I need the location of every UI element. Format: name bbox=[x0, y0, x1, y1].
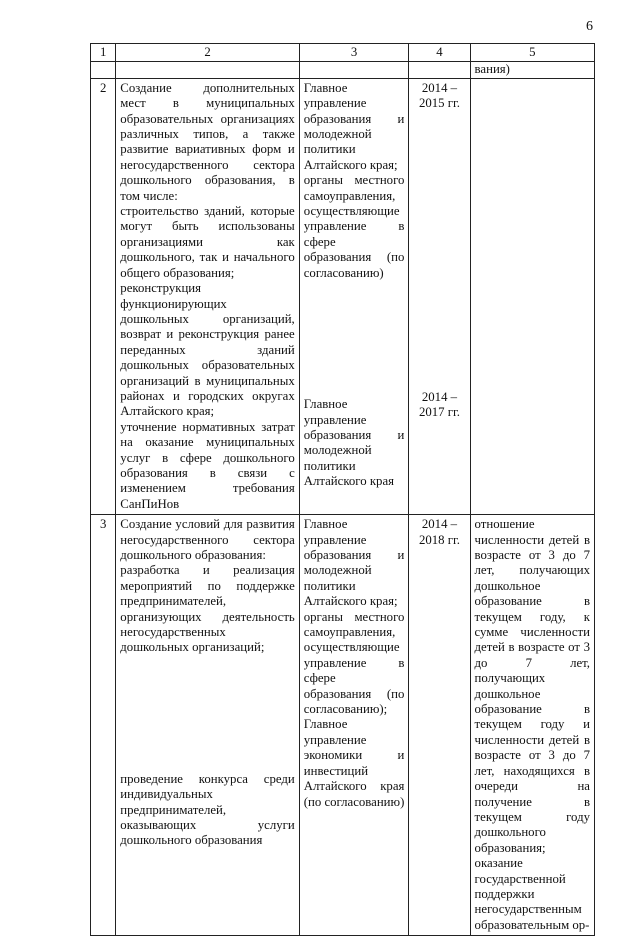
executor-text: Главное управление экономики и инвестиций Алтайского края (по согласованию) bbox=[303, 717, 405, 809]
measure-text: Создание условий для развития негосударственного сектора дошкольного образования: bbox=[120, 517, 295, 562]
measure-text: реконструкция функционирующих дошкольных организаций, возврат и реконструкция ранее переданных зданий дошкольных образовательных организаций в муниципальных районах и городских округах Алтайского края; bbox=[120, 281, 295, 419]
executor-text: Главное управление образования и молодежной политики Алтайского края; bbox=[303, 80, 405, 172]
executor-text: Главное управление образования и молодежной политики Алтайского края bbox=[303, 397, 405, 489]
measure-text: строительство зданий, которые могут быть использованы организациями как дошкольного, так и начального общего образования; bbox=[120, 204, 295, 280]
row-number: 2 bbox=[91, 78, 116, 514]
measures-table bbox=[90, 43, 595, 936]
measure-text: разработка и реализация мероприятий по поддержке предпринимателей, организующих деятельность негосударственных дошкольных организаций; bbox=[120, 563, 295, 655]
period-text: 2014 – 2015 гг. bbox=[418, 80, 460, 111]
header-cell-4: 4 bbox=[409, 44, 470, 62]
measure-text: уточнение нормативных затрат на оказание муниципальных услуг в сфере дошкольного образования в связи с изменением требования СанПиНов bbox=[120, 419, 295, 511]
measure-description bbox=[116, 78, 299, 514]
responsible-executors bbox=[299, 78, 409, 514]
carry-over-text: вания) bbox=[474, 62, 510, 77]
responsible-executors bbox=[299, 515, 409, 936]
header-cell-1: 1 bbox=[91, 44, 116, 62]
indicator-text: оказание государственной поддержки негосударственным образовательным ор- bbox=[474, 856, 590, 932]
implementation-period bbox=[409, 78, 470, 514]
header-cell-3: 3 bbox=[299, 44, 409, 62]
table-row bbox=[91, 515, 595, 936]
indicator bbox=[470, 78, 594, 514]
column-number-row bbox=[91, 44, 595, 62]
header-cell-5: 5 bbox=[470, 44, 594, 62]
executor-text: Главное управление образования и молодежной политики Алтайского края; bbox=[303, 517, 405, 609]
implementation-period bbox=[409, 515, 470, 936]
indicator bbox=[470, 515, 594, 936]
row-number: 3 bbox=[91, 515, 116, 936]
measure-text: Создание дополнительных мест в муниципальных образовательных организациях различных типов, а также развитие вариативных форм и негосударственного сектора дошкольного образования, в том числе: bbox=[120, 80, 295, 203]
carry-over-row bbox=[91, 62, 595, 78]
page-number: 6 bbox=[586, 19, 593, 34]
executor-text: органы местного самоуправления, осуществляющие управление в сфере образования (по согласованию); bbox=[303, 609, 405, 717]
indicator-text: отношение численности детей в возрасте от 3 до 7 лет, получающих дошкольное образование в текущем году, к сумме численности детей в возрасте от 3 до 7 лет, получающих дошкольное образование в текущем году и численности детей в возрасте от 3 до 7 лет, находящихся в очереди на получение в текущем году дошкольного образования; bbox=[474, 517, 590, 855]
period-text: 2014 – 2018 гг. bbox=[418, 517, 460, 547]
header-cell-2: 2 bbox=[116, 44, 299, 62]
measure-text: проведение конкурса среди индивидуальных предпринимателей, оказывающих услуги дошкольного образования bbox=[120, 771, 295, 848]
measure-description bbox=[116, 515, 299, 936]
period-text: 2014 – 2017 гг. bbox=[418, 389, 460, 420]
executor-text: органы местного самоуправления, осуществляющие управление в сфере образования (по согласованию) bbox=[303, 173, 405, 280]
table-row bbox=[91, 78, 595, 514]
